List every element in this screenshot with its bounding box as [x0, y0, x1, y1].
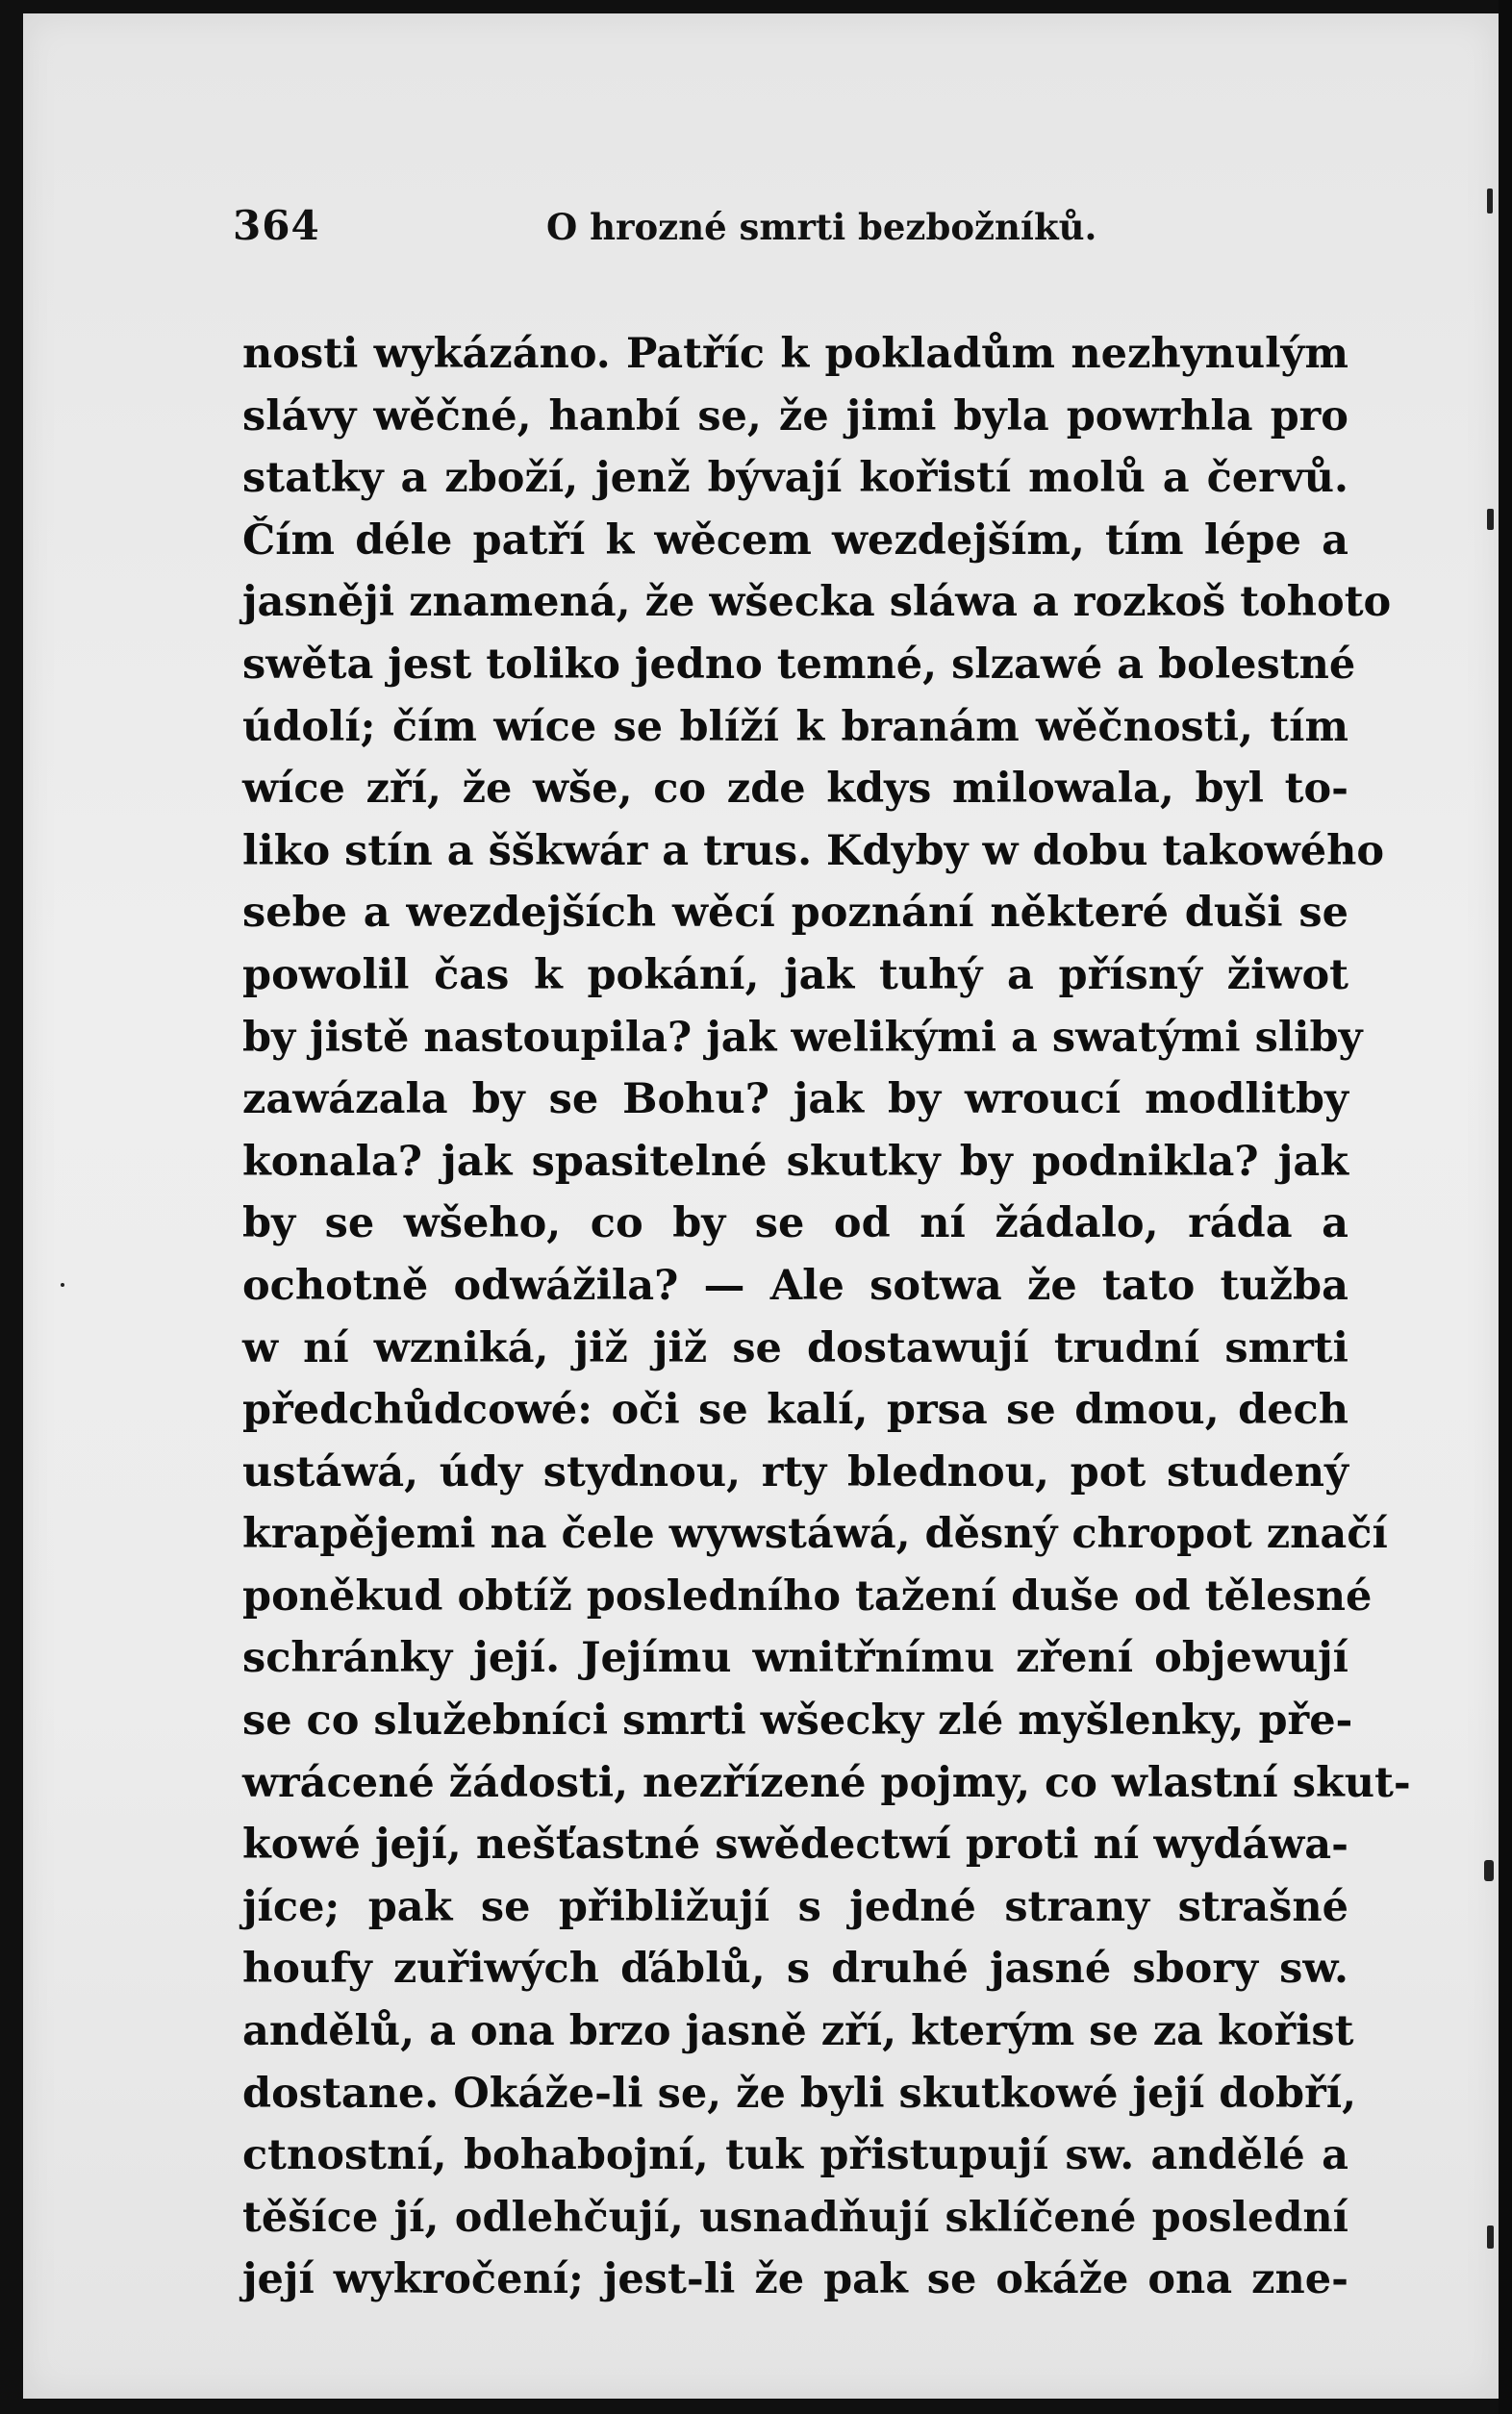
page-number: 364	[233, 202, 320, 249]
text-line: kowé její, nešťastné swědectwí proti ní wydáwa-	[242, 1821, 1348, 1870]
text-line: sebe a wezdejších wěcí poznání některé duši se	[242, 889, 1348, 938]
text-line: ctnostní, bohabojní, tuk přistupují sw. andělé a	[242, 2131, 1348, 2180]
text-line: andělů, a ona brzo jasně zří, kterým se za kořist	[242, 2007, 1354, 2056]
print-speck	[1487, 189, 1493, 214]
text-line: ochotně odwážila? — Ale sotwa že tato tužba	[242, 1261, 1348, 1310]
text-line: schránky její. Jejímu wnitřnímu zření objewují	[242, 1634, 1348, 1683]
text-line: by jistě nastoupila? jak welikými a swatými sliby	[242, 1013, 1363, 1062]
text-line: těšíce jí, odlehčují, usnadňují sklíčené poslední	[242, 2193, 1348, 2242]
text-line: jasněji znamená, že wšecka sláwa a rozkoš tohoto	[242, 578, 1392, 627]
print-speck	[1487, 509, 1494, 530]
text-line: powolil čas k pokání, jak tuhý a přísný žiwot	[242, 950, 1348, 999]
text-line: liko stín a šškwár a trus. Kdyby w dobu takowého	[242, 826, 1385, 875]
book-page	[23, 13, 1499, 2399]
text-line: slávy wěčné, hanbí se, že jimi byla powrhla pro	[242, 391, 1348, 440]
text-line: jíce; pak se přibližují s jedné strany strašné	[242, 1882, 1348, 1931]
scan-edge	[1499, 0, 1512, 2414]
text-line: údolí; čím wíce se blíží k branám wěčnosti, tím	[242, 702, 1348, 751]
text-line: konala? jak spasitelné skutky by podnikla? jak	[242, 1137, 1348, 1186]
body-text	[242, 323, 1411, 2311]
text-line: wrácené žádosti, nezřízené pojmy, co wlastní skut-	[242, 1758, 1411, 1807]
print-speck	[1487, 2225, 1494, 2249]
text-line: dostane. Okáže-li se, že byli skutkowé její dobří,	[242, 2069, 1357, 2118]
text-line: houfy zuřiwých ďáblů, s druhé jasné sbory sw.	[242, 1945, 1348, 1994]
text-line: by se wšeho, co by se od ní žádalo, ráda a	[242, 1199, 1348, 1248]
text-line: ustáwá, údy stydnou, rty blednou, pot studený	[242, 1447, 1348, 1496]
running-title: O hrozné smrti bezbožníků.	[546, 206, 1097, 248]
text-line: poněkud obtíž posledního tažení duše od tělesné	[242, 1572, 1373, 1621]
text-line: její wykročení; jest-li že pak se okáže ona zne-	[242, 2255, 1348, 2304]
text-line: statky a zboží, jenž bývají kořistí molů a červů.	[242, 454, 1348, 503]
text-line: krapějemi na čele wywstáwá, děsný chropot značí	[242, 1510, 1388, 1559]
print-speck	[61, 1283, 64, 1287]
text-line: se co služebníci smrti wšecky zlé myšlenky, pře-	[242, 1697, 1353, 1746]
text-line: w ní wzniká, již již se dostawují trudní smrti	[242, 1323, 1348, 1372]
print-speck	[1484, 1860, 1494, 1881]
text-line: Čím déle patří k wěcem wezdejším, tím lépe a	[242, 515, 1348, 565]
text-line: wíce zří, že wše, co zde kdys milowala, byl to-	[242, 765, 1348, 814]
text-line: předchůdcowé: oči se kalí, prsa se dmou, dech	[242, 1386, 1348, 1435]
text-line: zawázala by se Bohu? jak by wroucí modlitby	[242, 1075, 1348, 1124]
text-line: swěta jest toliko jedno temné, slzawé a bolestné	[242, 640, 1356, 689]
text-line: nosti wykázáno. Patříc k pokladům nezhynulým	[242, 330, 1348, 378]
running-head	[233, 202, 1097, 260]
